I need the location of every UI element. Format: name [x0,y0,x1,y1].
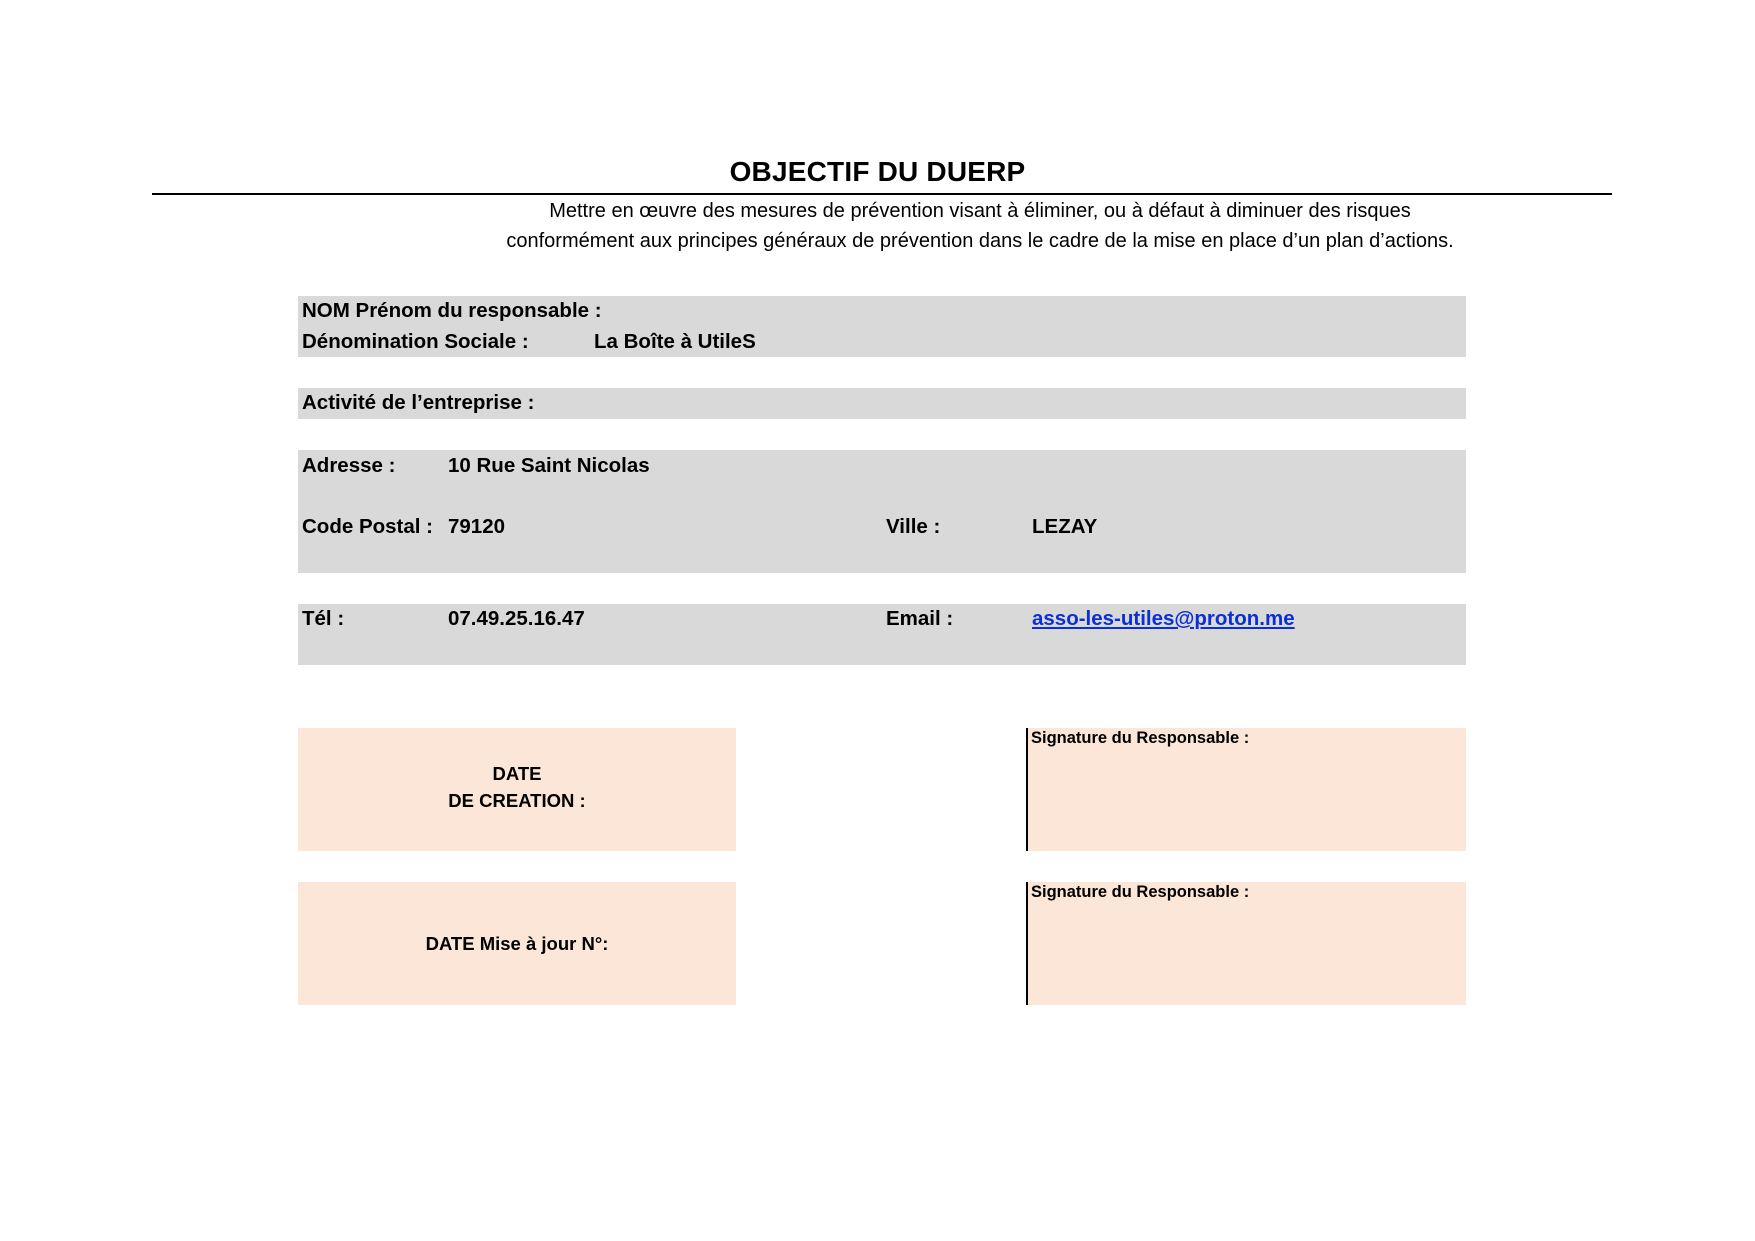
date-creation-label [298,760,736,814]
activite-label: Activité de l’entreprise : [302,391,535,414]
intro-line-2: conformément aux principes généraux de prévention dans le cadre de la mise en place d’un plan d’actions. [506,230,1454,252]
responsable-section [298,296,1466,357]
ville-label: Ville : [886,515,941,538]
date-creation-box[interactable] [298,728,736,851]
ville-value[interactable]: LEZAY [1032,515,1098,538]
signature-divider-1 [1026,728,1028,851]
code-postal-value[interactable]: 79120 [448,515,506,538]
code-postal-label: Code Postal : [302,515,433,538]
date-maj-box[interactable] [298,882,736,1005]
signature-box-2[interactable] [1027,882,1466,1005]
denomination-value[interactable]: La Boîte à UtileS [594,330,756,353]
date-maj-label: DATE Mise à jour N°: [425,933,609,954]
signature-divider-2 [1026,882,1028,1005]
date-creation-line-2: DE CREATION : [448,790,586,811]
activite-section [298,388,1466,419]
signature-label-1: Signature du Responsable : [1031,729,1250,747]
signature-box-1[interactable] [1027,728,1466,851]
adresse-label: Adresse : [302,454,396,477]
contact-section [298,604,1466,665]
signature-label-2: Signature du Responsable : [1031,883,1250,901]
tel-value[interactable]: 07.49.25.16.47 [448,607,585,630]
adresse-value[interactable]: 10 Rue Saint Nicolas [448,454,650,477]
date-creation-line-1: DATE [492,763,542,784]
denomination-label: Dénomination Sociale : [302,330,529,353]
nom-prenom-label: NOM Prénom du responsable : [302,299,602,322]
document-title: OBJECTIF DU DUERP [729,156,1026,187]
intro-line-1: Mettre en œuvre des mesures de prévention visant à éliminer, ou à défaut à diminuer des risques [549,200,1411,222]
adresse-section [298,450,1466,573]
intro-text [380,196,1580,256]
email-label: Email : [886,607,954,630]
title-divider [152,193,1612,195]
email-value-wrapper [1032,607,1295,631]
tel-label: Tél : [302,607,345,630]
email-link[interactable]: asso-les-utiles@proton.me [1032,607,1295,630]
